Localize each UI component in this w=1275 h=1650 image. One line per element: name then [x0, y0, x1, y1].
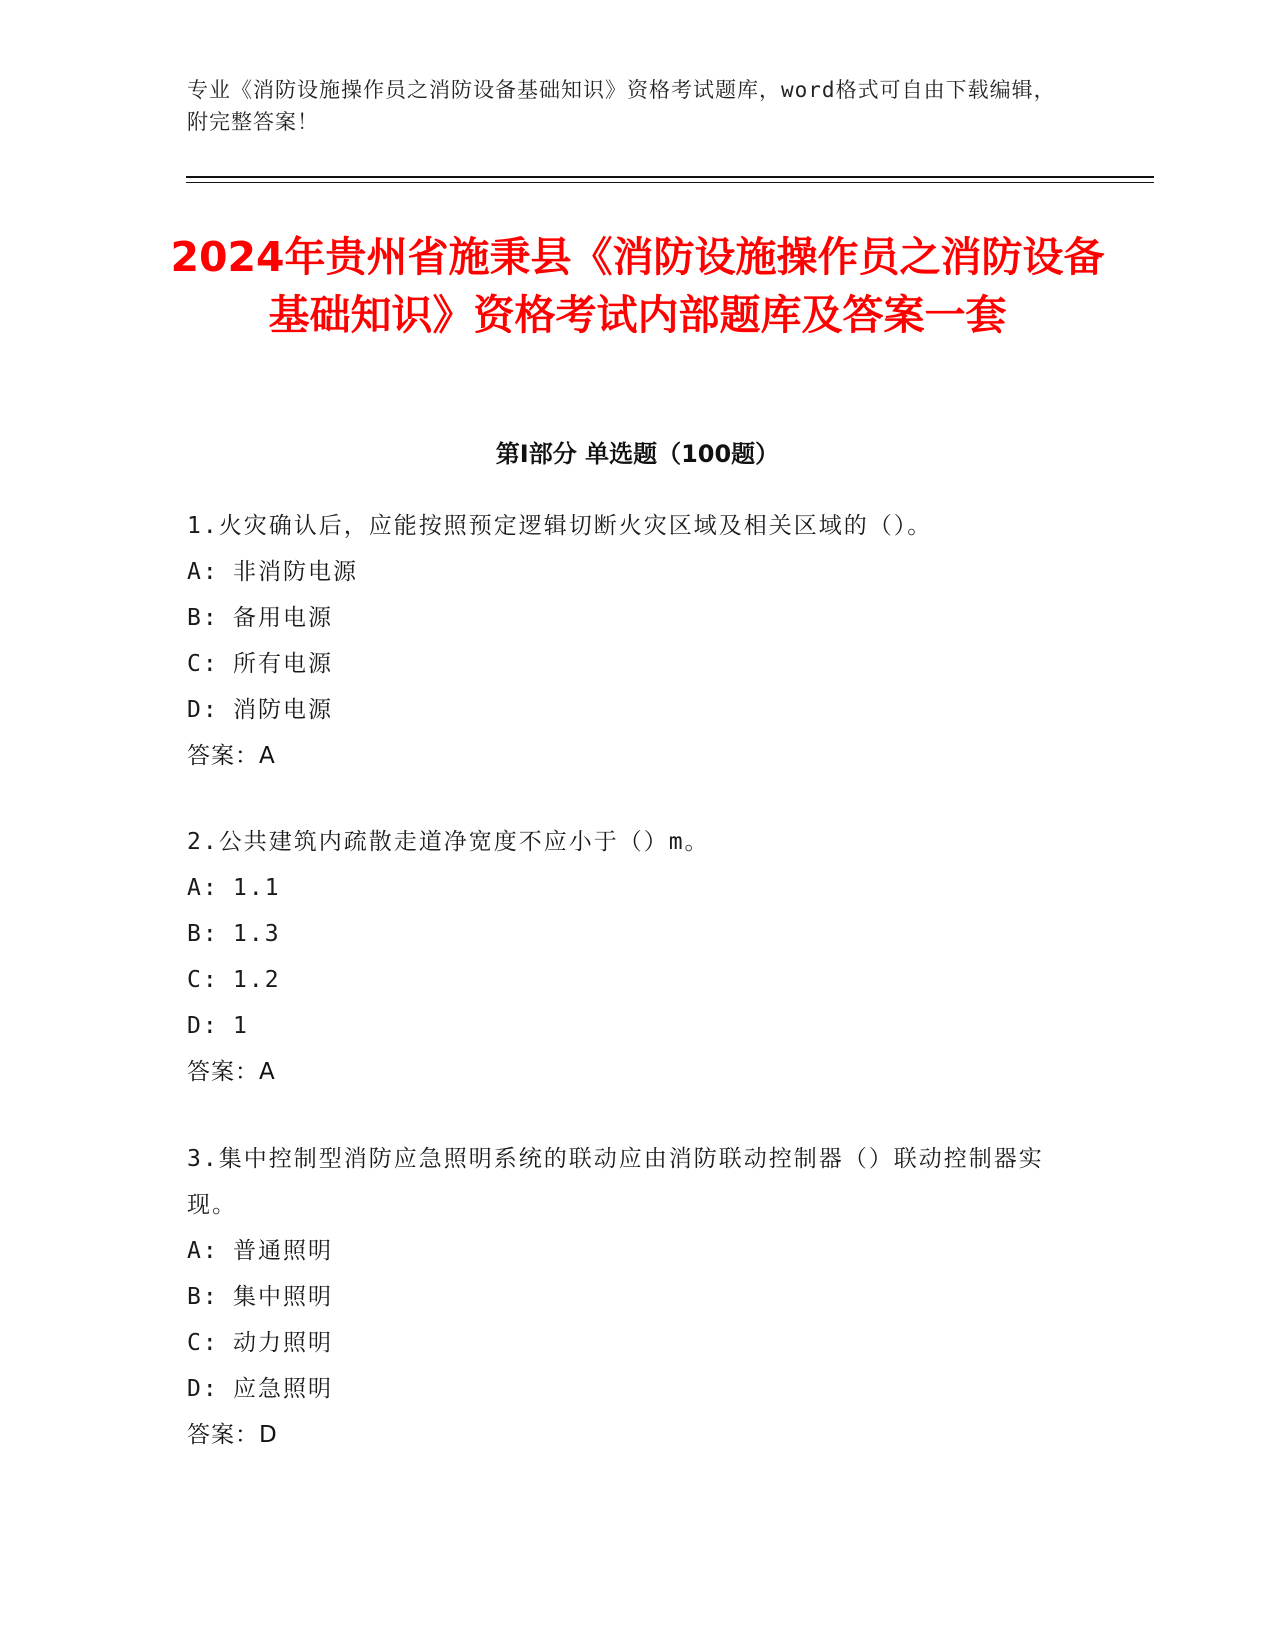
option-text: 备用电源: [233, 605, 333, 631]
question-1: [187, 503, 1087, 779]
option-b: [187, 911, 1087, 957]
option-text: 所有电源: [233, 651, 333, 677]
option-a: [187, 865, 1087, 911]
option-a: [187, 1228, 1087, 1274]
option-text: 非消防电源: [233, 559, 358, 585]
option-letter: D:: [187, 1376, 219, 1402]
header-divider-thin: [186, 182, 1154, 183]
option-a: [187, 549, 1087, 595]
option-text: 1.2: [233, 967, 281, 993]
option-letter: C:: [187, 967, 219, 993]
option-d: [187, 687, 1087, 733]
option-text: 消防电源: [233, 697, 333, 723]
option-letter: B:: [187, 1284, 219, 1310]
document-title: 2024年贵州省施秉县《消防设施操作员之消防设备基础知识》资格考试内部题库及答案一套: [170, 233, 1105, 339]
question-3: [187, 1136, 1087, 1458]
option-c: [187, 957, 1087, 1003]
option-letter: B:: [187, 921, 219, 947]
option-letter: C:: [187, 651, 219, 677]
option-d: [187, 1003, 1087, 1049]
question-stem: 1.火灾确认后，应能按照预定逻辑切断火灾区域及相关区域的（）。: [187, 513, 933, 539]
option-text: 集中照明: [233, 1284, 333, 1310]
option-letter: C:: [187, 1330, 219, 1356]
answer: 答案：A: [187, 743, 276, 769]
option-letter: A:: [187, 875, 219, 901]
question-stem: 2.公共建筑内疏散走道净宽度不应小于（）m。: [187, 829, 710, 855]
option-text: 普通照明: [233, 1238, 333, 1264]
option-c: [187, 1320, 1087, 1366]
option-text: 1: [233, 1013, 249, 1039]
option-letter: A:: [187, 1238, 219, 1264]
option-d: [187, 1366, 1087, 1412]
option-text: 应急照明: [233, 1376, 333, 1402]
header-divider-thick: [186, 176, 1154, 178]
option-b: [187, 595, 1087, 641]
option-text: 1.1: [233, 875, 281, 901]
question-stem: 3.集中控制型消防应急照明系统的联动应由消防联动控制器（）联动控制器实现。: [187, 1146, 1044, 1218]
option-letter: B:: [187, 605, 219, 631]
header-note: 专业《消防设施操作员之消防设备基础知识》资格考试题库，word格式可自由下载编辑，附完整答案！: [187, 78, 1056, 134]
option-letter: A:: [187, 559, 219, 585]
option-text: 动力照明: [233, 1330, 333, 1356]
option-text: 1.3: [233, 921, 281, 947]
option-letter: D:: [187, 1013, 219, 1039]
section-heading: 第I部分 单选题（100题）: [495, 440, 780, 468]
answer: 答案：D: [187, 1422, 278, 1448]
option-letter: D:: [187, 697, 219, 723]
answer: 答案：A: [187, 1059, 276, 1085]
option-b: [187, 1274, 1087, 1320]
question-2: [187, 819, 1087, 1095]
option-c: [187, 641, 1087, 687]
